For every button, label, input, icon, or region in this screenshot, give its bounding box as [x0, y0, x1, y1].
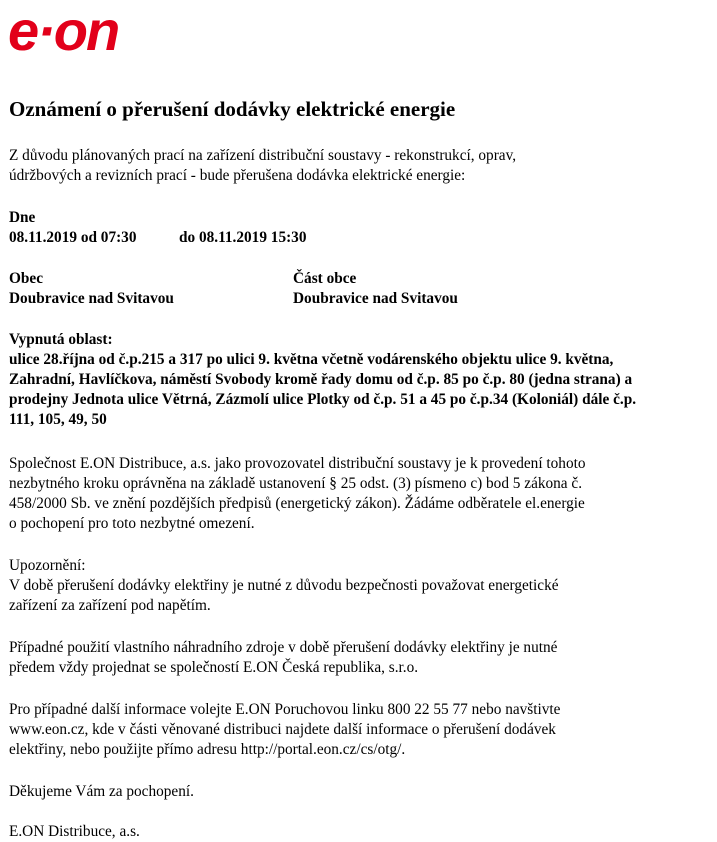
warning-text [9, 556, 559, 616]
district-value: Doubravice nad Svitavou [293, 290, 458, 307]
date-from: 08.11.2019 od 07:30 [9, 229, 137, 246]
eon-logo-text: e·on [8, 6, 119, 58]
thanks-text: Děkujeme Vám za pochopení. [9, 783, 194, 800]
area-line: ulice 28.října od č.p.215 a 317 po ulici 9. května včetně vodárenského objektu ulice 9. května, [9, 351, 614, 368]
eon-logo-icon [8, 6, 164, 58]
legal-line: nezbytného kroku oprávněna na základě ustanovení § 25 odst. (3) písmeno c) bod 5 zákona č. [9, 475, 583, 492]
signature-text: E.ON Distribuce, a.s. [9, 823, 140, 840]
area-label: Vypnutá oblast: [9, 331, 113, 348]
info-text [9, 700, 560, 760]
legal-text [9, 454, 586, 534]
warning-line: zařízení za zařízení pod napětím. [9, 597, 211, 614]
area-line: prodejny Jednota ulice Větrná, Zázmolí ulice Plotky od č.p. 51 a 45 po č.p.34 (Koloniál) dále č.p. [9, 391, 637, 408]
legal-line: 458/2000 Sb. ve znění pozdějších předpisů (energetický zákon). Žádáme odběratele el.energie [9, 495, 585, 512]
intro-text [9, 146, 516, 186]
municipality-value: Doubravice nad Svitavou [9, 290, 174, 307]
backup-line: předem vždy projednat se společností E.ON Česká republika, s.r.o. [9, 659, 419, 676]
district-label: Část obce [293, 270, 357, 287]
area-line: Zahradní, Havlíčkova, náměstí Svobody kromě řady domu od č.p. 85 po č.p. 80 (jedna strana) a [9, 371, 633, 388]
legal-line: o pochopení pro toto nezbytné omezení. [9, 515, 255, 532]
warning-line: V době přerušení dodávky elektřiny je nutné z důvodu bezpečnosti považovat energetické [9, 577, 559, 594]
municipality-label: Obec [9, 270, 43, 287]
warning-label: Upozornění: [9, 557, 86, 574]
backup-source-text [9, 638, 557, 678]
location-labels-row [9, 269, 709, 289]
location-values-row [9, 289, 709, 309]
date-to: do 08.11.2019 15:30 [179, 229, 307, 246]
notice-title: Oznámení o přerušení dodávky elektrické energie [9, 97, 456, 121]
day-label: Dne [9, 209, 36, 226]
info-line: elektřiny, nebo použijte přímo adresu http://portal.eon.cz/cs/otg/. [9, 741, 406, 758]
info-line: Pro případné další informace volejte E.ON Poruchovou linku 800 22 55 77 nebo navštivte [9, 701, 561, 718]
intro-line: Z důvodu plánovaných prací na zařízení distribuční soustavy - rekonstrukcí, oprav, [9, 147, 517, 164]
area-line: 111, 105, 49, 50 [9, 411, 107, 428]
legal-line: Společnost E.ON Distribuce, a.s. jako provozovatel distribuční soustavy je k provedení tohoto [9, 455, 586, 472]
date-row [9, 228, 709, 248]
intro-line: údržbových a revizních prací - bude přerušena dodávka elektrické energie: [9, 167, 466, 184]
backup-line: Případné použití vlastního náhradního zdroje v době přerušení dodávky elektřiny je nutné [9, 639, 558, 656]
affected-area [9, 330, 636, 430]
eon-logo [8, 6, 164, 58]
info-line: www.eon.cz, kde v části věnované distribuci najdete další informace o přerušení dodávek [9, 721, 556, 738]
